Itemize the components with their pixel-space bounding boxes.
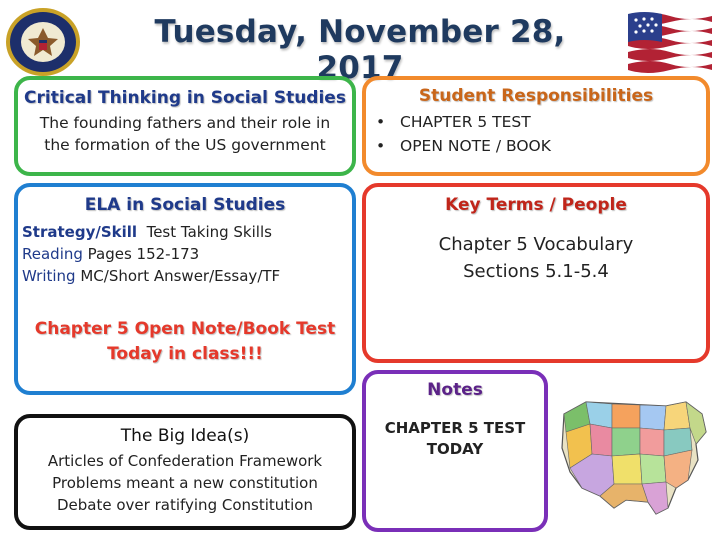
critical-thinking-line-1: The founding fathers and their role in (39, 114, 331, 132)
key-terms-line-1: Chapter 5 Vocabulary (438, 234, 634, 255)
page-title: Tuesday, November 28, 2017 (154, 14, 566, 86)
big-idea-heading: The Big Idea(s) (120, 426, 250, 446)
ela-panel (14, 183, 356, 395)
critical-thinking-line-2: the formation of the US government (44, 136, 326, 154)
student-responsibilities-panel (362, 76, 710, 176)
reading-label: Reading (22, 245, 83, 263)
writing-value: MC/Short Answer/Essay/TF (75, 267, 281, 285)
ela-writing-line (22, 265, 352, 287)
notes-line-2: TODAY (426, 440, 484, 458)
big-idea-panel (14, 414, 356, 530)
test-announcement-line-1: Chapter 5 Open Note/Book Test (34, 319, 336, 339)
reading-value: Pages 152-173 (82, 245, 200, 263)
presidential-seal-icon (4, 6, 82, 78)
strategy-label: Strategy/Skill (22, 223, 138, 241)
responsibility-item: • CHAPTER 5 TEST (376, 110, 706, 134)
notes-line-1: CHAPTER 5 TEST (384, 419, 526, 437)
critical-thinking-panel (14, 76, 356, 176)
big-idea-line-3: Debate over ratifying Constitution (57, 496, 313, 514)
ela-strategy-line (22, 221, 352, 243)
key-terms-panel (362, 183, 710, 363)
american-flag-icon (624, 8, 716, 74)
us-states-map-icon (556, 384, 714, 530)
responsibility-item: • OPEN NOTE / BOOK (376, 134, 706, 158)
responsibilities-list (376, 110, 706, 158)
key-terms-line-2: Sections 5.1-5.4 (463, 261, 609, 282)
notes-heading: Notes (427, 380, 483, 400)
responsibilities-heading: Student Responsibilities (418, 86, 654, 106)
key-terms-heading: Key Terms / People (445, 195, 627, 215)
big-idea-line-2: Problems meant a new constitution (52, 474, 318, 492)
ela-reading-line (22, 243, 352, 265)
ela-heading: ELA in Social Studies (84, 195, 286, 215)
test-announcement-line-2: Today in class!!! (107, 344, 263, 364)
strategy-value: Test Taking Skills (137, 223, 272, 241)
big-idea-line-1: Articles of Confederation Framework (47, 452, 323, 470)
critical-thinking-heading: Critical Thinking in Social Studies (24, 88, 346, 108)
notes-panel (362, 370, 548, 532)
writing-label: Writing (22, 267, 76, 285)
